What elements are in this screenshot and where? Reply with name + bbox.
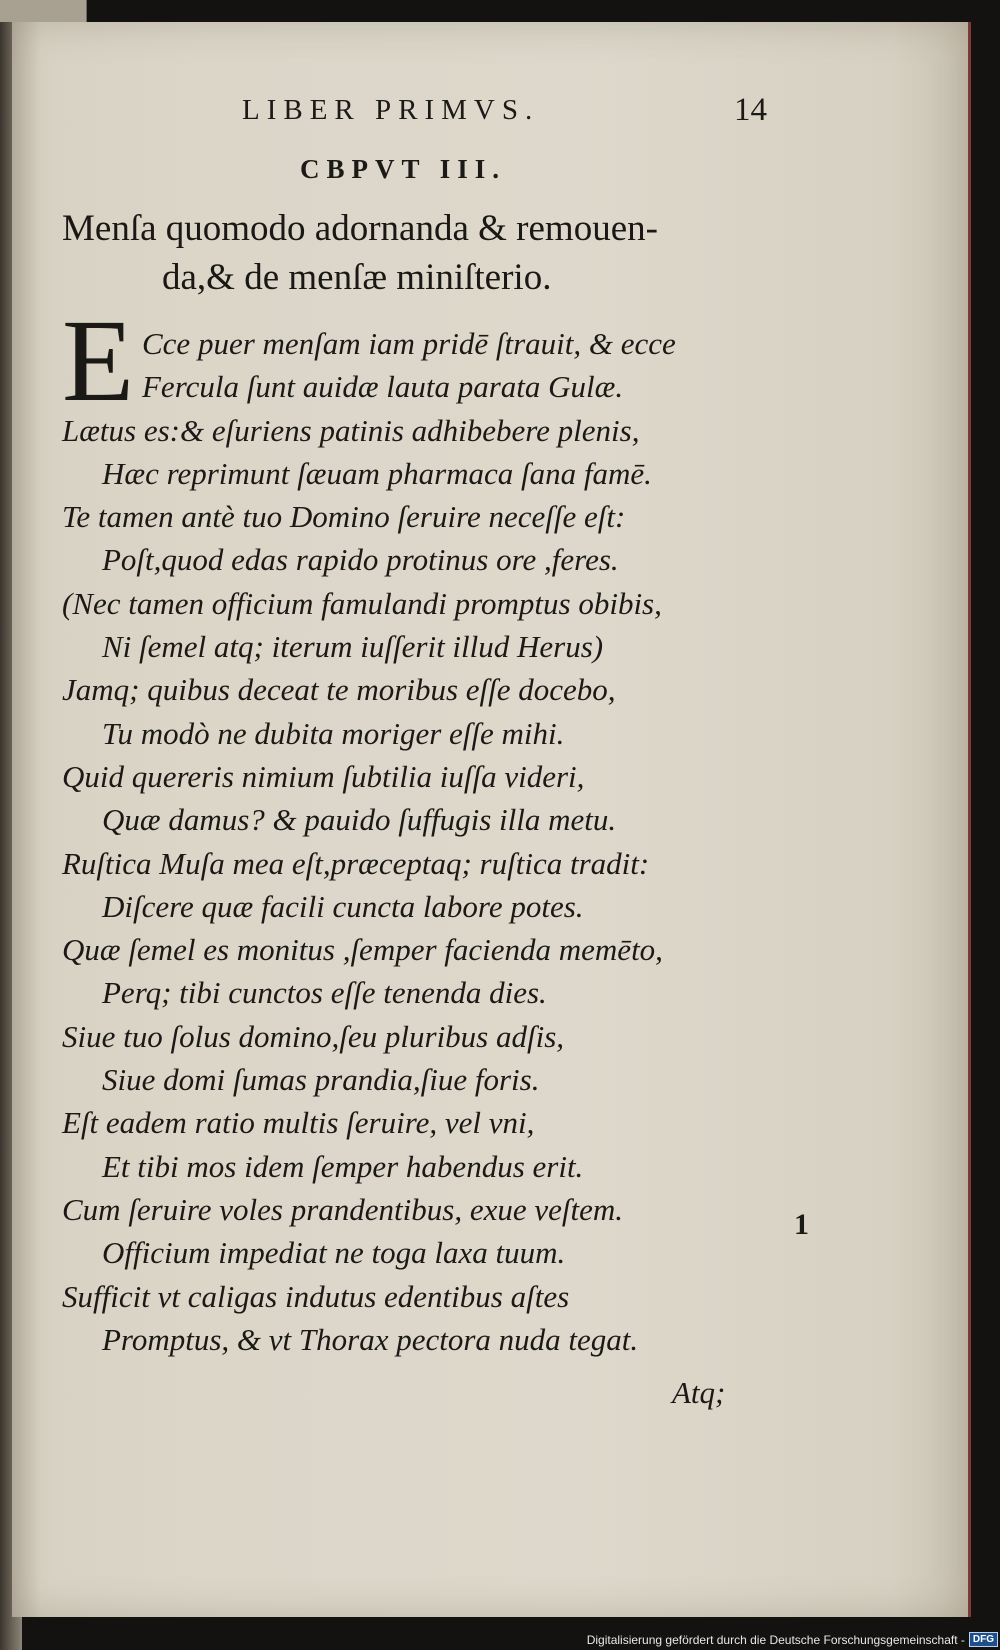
verse-line: Et tibi mos idem ſemper habendus erit. <box>102 1148 584 1184</box>
verse-line: Ruſtica Muſa mea eſt,præceptaq; ruſtica tradit: <box>62 845 650 881</box>
chapter-title <box>62 204 822 302</box>
verse-line: Perq; tibi cunctos eſſe tenenda dies. <box>102 975 547 1011</box>
verse-line: Fercula ſunt auidæ lauta parata Gulæ. <box>142 369 624 405</box>
digitization-credit <box>587 1630 998 1649</box>
verse-line: Promptus, & vt Thorax pectora nuda tegat. <box>102 1321 639 1357</box>
verse-line: Jamq; quibus deceat te moribus eſſe docebo, <box>62 672 616 708</box>
verse-line: Cum ſeruire voles prandentibus, exue veſtem. <box>62 1191 624 1227</box>
book-page <box>12 22 971 1617</box>
verse-line: Ni ſemel atq; iterum iuſſerit illud Herus) <box>102 629 604 665</box>
chapter-title-line-2: da,& de menſæ miniſterio. <box>162 257 552 298</box>
verse-line: Hæc reprimunt ſæuam pharmaca ſana famē. <box>102 455 652 491</box>
verse-line: Cce puer menſam iam pridē ſtrauit, & ecce <box>142 326 676 361</box>
verse-line: Te tamen antè tuo Domino ſeruire neceſſe eſt: <box>62 499 626 535</box>
credit-text: Digitalisierung gefördert durch die Deutsche Forschungsgemeinschaft - <box>586 1632 965 1647</box>
verse-line: Siue tuo ſolus domino,ſeu pluribus adſis, <box>62 1018 565 1054</box>
verse-line: (Nec tamen officium famulandi promptus obibis, <box>62 585 662 621</box>
verse-line: Quid quereris nimium ſubtilia iuſſa videri, <box>62 758 585 794</box>
catchword: Atq; <box>672 1375 726 1410</box>
verse-line: Diſcere quæ facili cuncta labore potes. <box>102 888 584 924</box>
page-number: 14 <box>734 92 767 128</box>
chapter-title-line-1: Menſa quomodo adornanda & remouen- <box>62 208 658 249</box>
margin-note: 1 <box>794 1208 809 1241</box>
page-tab <box>0 0 87 22</box>
verse-line: Quæ ſemel es monitus ,ſemper facienda memēto, <box>62 932 663 968</box>
verse-line: Officium impediat ne toga laxa tuum. <box>102 1235 566 1271</box>
verse-line: Siue domi ſumas prandia,ſiue foris. <box>102 1062 540 1098</box>
running-head: LIBER PRIMVS. <box>242 94 540 126</box>
verse-line: Sufficit vt caligas indutus edentibus aſtes <box>62 1278 570 1314</box>
verse-line: Quæ damus? & pauido ſuffugis illa metu. <box>102 802 617 838</box>
verse-block <box>62 322 842 1361</box>
drop-cap: E <box>62 295 135 426</box>
verse-line: Tu modò ne dubita moriger eſſe mihi. <box>102 715 565 751</box>
page-header <box>12 94 912 134</box>
chapter-heading: CBPVT III. <box>300 154 507 184</box>
dfg-logo: DFG <box>969 1632 998 1647</box>
verse-line: Poſt,quod edas rapido protinus ore ,feres. <box>102 542 619 578</box>
verse-line: Lætus es:& eſuriens patinis adhibebere plenis, <box>62 412 640 448</box>
verse-line: Eſt eadem ratio multis ſeruire, vel vni, <box>62 1105 535 1141</box>
